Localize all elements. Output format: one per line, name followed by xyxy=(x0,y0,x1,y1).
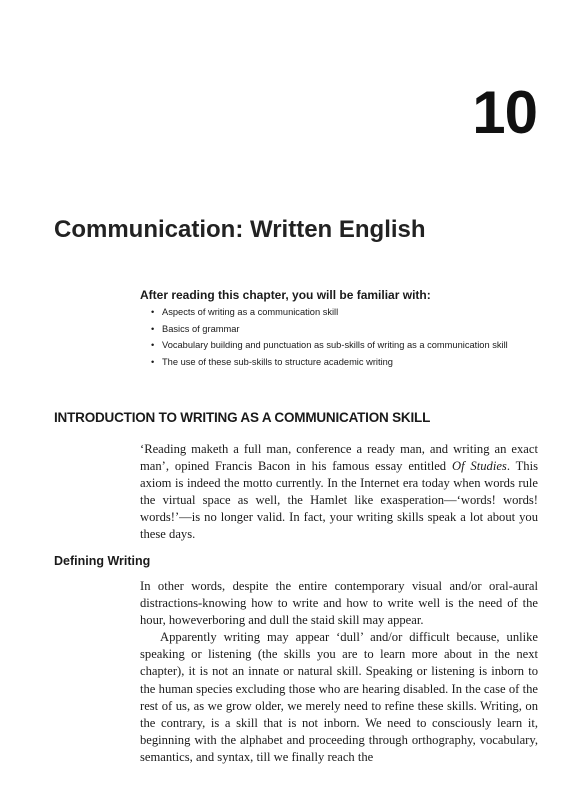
objective-text: Vocabulary building and punctuation as sub-skills of writing as a communication skill xyxy=(162,340,508,350)
objective-text: Basics of grammar xyxy=(162,323,240,334)
chapter-number: 10 xyxy=(472,79,537,146)
defining-writing-block xyxy=(140,578,538,766)
bullet-icon: • xyxy=(151,356,155,367)
body-paragraph: In other words, despite the entire contemporary visual and/or oral-aural distractions-knowing how to write and how to write well is the need of the hour, howeverboring and dull the staid skill may appear. xyxy=(140,579,538,628)
section-heading: INTRODUCTION TO WRITING AS A COMMUNICATION SKILL xyxy=(54,410,431,425)
intro-paragraph xyxy=(140,441,538,544)
objective-item xyxy=(140,356,538,369)
objectives-list xyxy=(140,306,538,368)
objective-item xyxy=(140,306,538,319)
chapter-objectives xyxy=(140,287,538,372)
intro-text-end: . This axiom is indeed the motto currently. In the Internet era today when words rule the virtual space as well, the Hamlet like exasperation—‘words! words! words!’—is no longer valid. In fact, your writing skills speak a lot about you these days. xyxy=(140,459,538,542)
intro-paragraph-block xyxy=(140,441,538,544)
bullet-icon: • xyxy=(151,307,155,317)
objective-text: Aspects of writing as a communication skill xyxy=(162,307,339,317)
bullet-icon: • xyxy=(151,340,155,350)
intro-text-start: ‘Reading maketh a full man, conference a ready man, and writing an exact man’, opined Francis Bacon in his famous essay entitled xyxy=(140,442,538,474)
objective-item xyxy=(140,323,538,336)
chapter-title: Communication: Written English xyxy=(54,216,426,243)
objectives-heading: After reading this chapter, you will be familiar with: xyxy=(140,288,431,302)
objective-text: The use of these sub-skills to structure academic writing xyxy=(162,356,393,367)
subsection-heading: Defining Writing xyxy=(54,554,151,568)
objective-item xyxy=(140,339,538,352)
bullet-icon: • xyxy=(151,323,155,334)
essay-title: Of Studies xyxy=(451,459,507,474)
body-paragraph: Apparently writing may appear ‘dull’ and/or difficult because, unlike speaking or listening (the skills you are to learn more about in the next chapter), it is not an innate or natural skill. Speaking or listening is inborn to the human species excluding those who are hearing disabled. In the case of the rest of us, as we grow older, we merely need to refine these skills. Writing, on the contrary, is a skill that is not inborn. We need to consciously learn it, beginning with the alphabet and proceeding through orthography, vocabulary, semantics, and syntax, till we finally reach the xyxy=(140,630,538,764)
